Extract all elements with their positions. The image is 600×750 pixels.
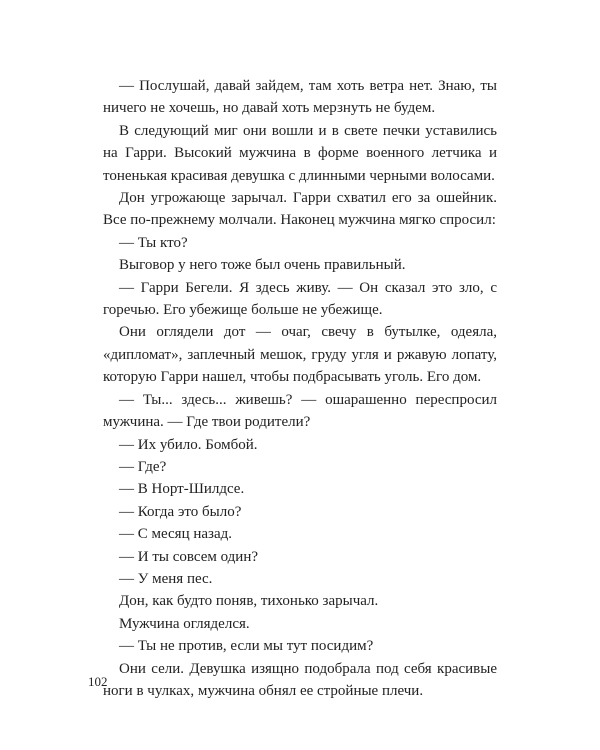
paragraph: Дон угрожающе зарычал. Гарри схватил его за ошейник. Все по-прежнему молчали. Наконец мужчина мягко спросил: (103, 190, 497, 229)
paragraph: — Ты не против, если мы тут посидим? (119, 638, 374, 655)
paragraph: — Где? (119, 458, 167, 475)
paragraph: — У меня пес. (119, 570, 213, 587)
paragraph: — Гарри Бегели. Я здесь живу. — Он сказал это зло, с горечью. Его убежище больше не убежище. (103, 279, 497, 319)
paragraph: — Их убило. Бомбой. (119, 436, 258, 453)
body-text (103, 75, 497, 702)
paragraph: Они сели. Девушка изящно подобрала под себя красивые ноги в чулках, мужчина обнял ее стройные плечи. (103, 660, 497, 699)
paragraph: — Послушай, давай зайдем, там хоть ветра нет. Знаю, ты ничего не хочешь, но давай хоть мерзнуть не будем. (103, 78, 497, 117)
paragraph: — С месяц назад. (119, 526, 233, 543)
paragraph: — Когда это было? (119, 503, 242, 520)
paragraph: Они оглядели дот — очаг, свечу в бутылке, одеяла, «дипломат», заплечный мешок, груду угля и ржавую лопату, которую Гарри нашел, чтобы подбрасывать уголь. Его дом. (103, 324, 497, 386)
paragraph: — В Норт-Шилдсе. (119, 481, 245, 498)
page-number: 102 (88, 674, 108, 689)
paragraph: — И ты совсем один? (119, 548, 259, 565)
paragraph: В следующий миг они вошли и в свете печки уставились на Гарри. Высокий мужчина в форме военного летчика и тоненькая красивая девушка с длинными черными волосами. (103, 122, 497, 184)
paragraph: — Ты кто? (119, 234, 188, 251)
paragraph: — Ты... здесь... живешь? — ошарашенно переспросил мужчина. — Где твои родители? (103, 391, 497, 431)
paragraph: Мужчина огляделся. (119, 615, 250, 632)
paragraph: Дон, как будто поняв, тихонько зарычал. (119, 593, 379, 610)
paragraph: Выговор у него тоже был очень правильный. (119, 257, 406, 274)
